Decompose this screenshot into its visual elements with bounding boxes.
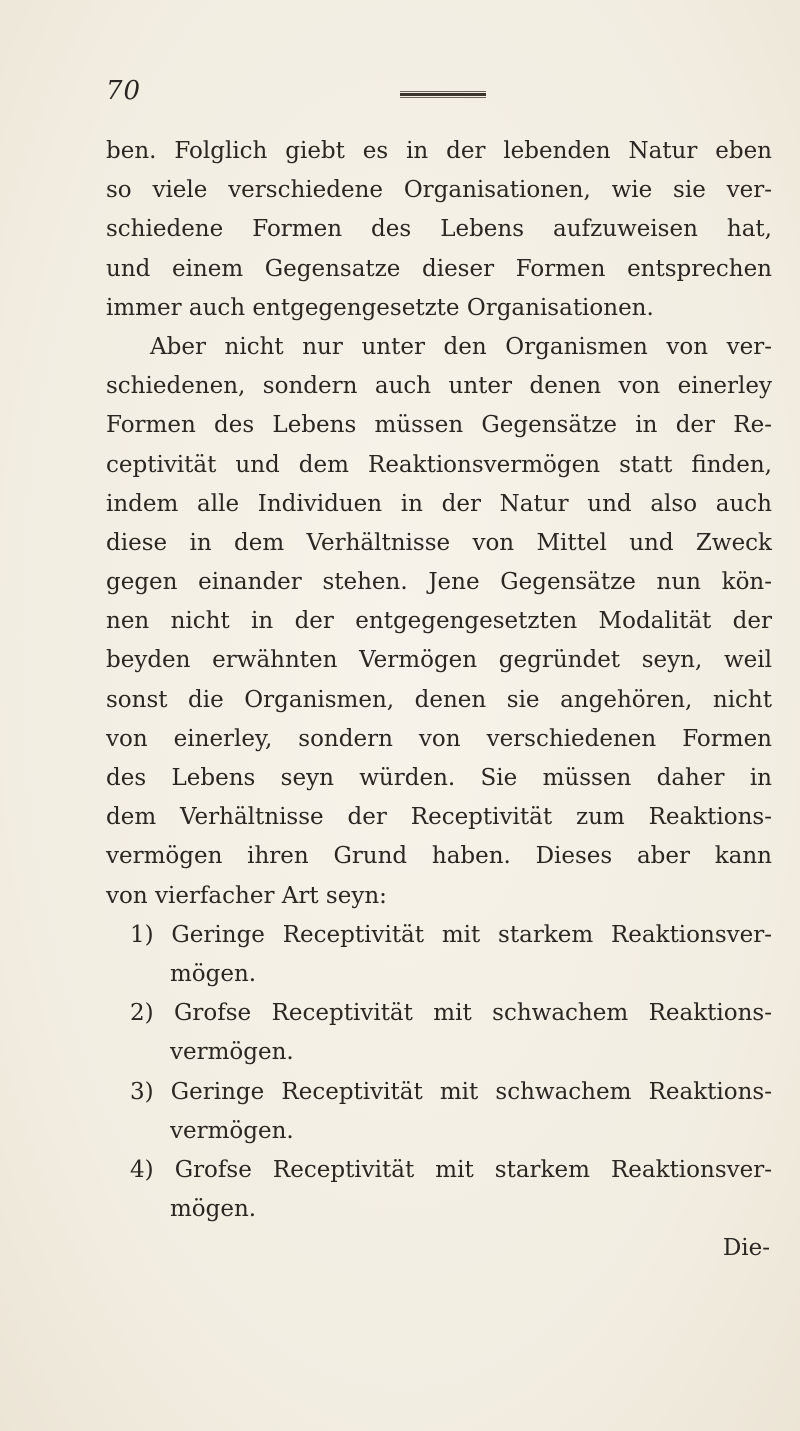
text-line: und einem Gegensatze dieser Formen entsprechen	[106, 255, 772, 282]
list-item-continuation: vermögen.	[170, 1117, 294, 1144]
text-line: des Lebens seyn würden. Sie müssen daher in	[106, 765, 772, 791]
text-line: vermögen ihren Grund haben. Dieses aber kann	[106, 843, 772, 870]
list-item-first-line: 1) Geringe Receptivität mit starkem Reaktionsver-	[130, 921, 772, 948]
body-text	[106, 132, 772, 1268]
text-line: sonst die Organismen, denen sie angehören, nicht	[106, 686, 772, 713]
text-line: ceptivität und dem Reaktionsvermögen statt finden,	[106, 451, 772, 478]
header-ornament-rule	[400, 91, 486, 98]
text-line: nen nicht in der entgegengesetzten Modalität der	[106, 608, 772, 635]
text-line: schiedenen, sondern auch unter denen von einerley	[106, 373, 772, 400]
list-item-continuation: vermögen.	[170, 1039, 294, 1066]
catchword: Die-	[722, 1235, 770, 1262]
list-item-first-line: 2) Grofse Receptivität mit schwachem Reaktions-	[130, 1000, 772, 1027]
list-item-first-line: 3) Geringe Receptivität mit schwachem Reaktions-	[130, 1078, 772, 1105]
list-item-continuation: mögen.	[170, 960, 257, 987]
text-line: diese in dem Verhältnisse von Mittel und Zweck	[106, 529, 772, 556]
text-line: so viele verschiedene Organisationen, wie sie ver-	[106, 177, 772, 204]
text-line: gegen einander stehen. Jene Gegensätze nun kön-	[106, 569, 772, 596]
text-line: ben. Folglich giebt es in der lebenden Natur eben	[106, 138, 772, 164]
text-line: immer auch entgegengesetzte Organisationen.	[106, 294, 654, 321]
text-line: schiedene Formen des Lebens aufzuweisen hat,	[106, 216, 772, 243]
list-item-continuation: mögen.	[170, 1196, 257, 1223]
text-line: Aber nicht nur unter den Organismen von ver-	[150, 333, 772, 360]
text-line: dem Verhältnisse der Receptivität zum Reaktions-	[106, 804, 772, 831]
page-number: 70	[106, 76, 142, 106]
text-line: von vierfacher Art seyn:	[106, 882, 387, 909]
list-item-first-line: 4) Grofse Receptivität mit starkem Reaktionsver-	[130, 1156, 772, 1183]
text-line: von einerley, sondern von verschiedenen Formen	[106, 725, 772, 752]
text-line: indem alle Individuen in der Natur und also auch	[106, 490, 772, 517]
text-line: Formen des Lebens müssen Gegensätze in der Re-	[106, 412, 772, 439]
text-line: beyden erwähnten Vermögen gegründet seyn, weil	[106, 647, 772, 674]
